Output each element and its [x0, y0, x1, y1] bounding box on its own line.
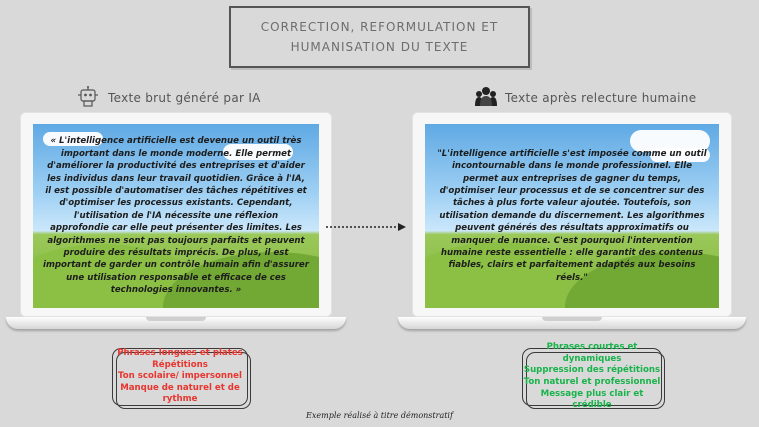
- left-summary-item: Ton scolaire/ impersonnel: [118, 371, 242, 382]
- group-icon: [474, 85, 498, 107]
- right-laptop: [398, 112, 746, 342]
- right-human-text: "L'intelligence artificielle s'est imposée comme un outil incontournable dans le monde professionnel. Elle permet aux entreprises de gagner du temps, d'optimiser leur processus et de se concentrer sur des tâches à plus forte valeur ajoutée. Toutefois, son utilisation demande du discernement. Les algorithmes peuvent générés des résultats approximatifs ou manquer de nuance. C'est pourquoi l'intervention humaine reste essentielle : elle garantit des contenus fiables, clairs et parfaitement adaptés aux besoins réels.": [437, 148, 707, 283]
- right-summary-box: [522, 342, 662, 411]
- left-laptop-notch: [146, 317, 206, 321]
- robot-icon: [76, 86, 100, 108]
- right-summary-item: Message plus clair et crédible: [540, 388, 644, 411]
- left-laptop: [6, 112, 346, 342]
- right-summary-item: Ton naturel et professionnel: [523, 377, 661, 387]
- left-summary-box: [112, 348, 248, 406]
- left-heading: Texte brut généré par IA: [108, 91, 261, 105]
- left-summary-item: Manque de naturel et de rythme: [120, 382, 240, 405]
- left-summary-item: Répétitions: [152, 359, 208, 370]
- arrow-icon: [326, 222, 406, 232]
- right-display: [425, 124, 719, 308]
- left-summary-item: Phrases longues et plates: [117, 348, 243, 359]
- right-summary-item: Phrases courtes et dynamiques: [546, 342, 638, 364]
- right-heading: Texte après relecture humaine: [505, 91, 697, 105]
- page-title-line-2: HUMANISATION DU TEXTE: [290, 40, 469, 54]
- left-ai-text: « L'intelligence artificielle est devenue un outil très important dans le monde moderne. Elle permet d'améliorer la productivité des entreprises et d'aider les individus dans leur travail quotidien. Grâce à l'IA, il est possible d'automatiser des tâches répétitives et d'optimiser les processus existants. Cependant, l'utilisation de l'IA nécessite une réflexion approfondie car elle peut présenter des limites. Les algorithmes ne sont pas toujours parfaits et peuvent produire des résultats imprécis. De plus, il est important de garder un contrôle humain afin d'assurer une utilisation responsable et efficace de ces technologies innovantes. »: [43, 136, 310, 296]
- footer-note: Exemple réalisé à titre démonstratif: [306, 411, 453, 420]
- right-summary-item: Suppression des répétitions: [523, 365, 661, 376]
- right-laptop-notch: [542, 317, 602, 321]
- page-title-line-1: CORRECTION, REFORMULATION ET: [260, 20, 499, 34]
- left-display: [33, 124, 319, 308]
- title-box: [229, 6, 530, 68]
